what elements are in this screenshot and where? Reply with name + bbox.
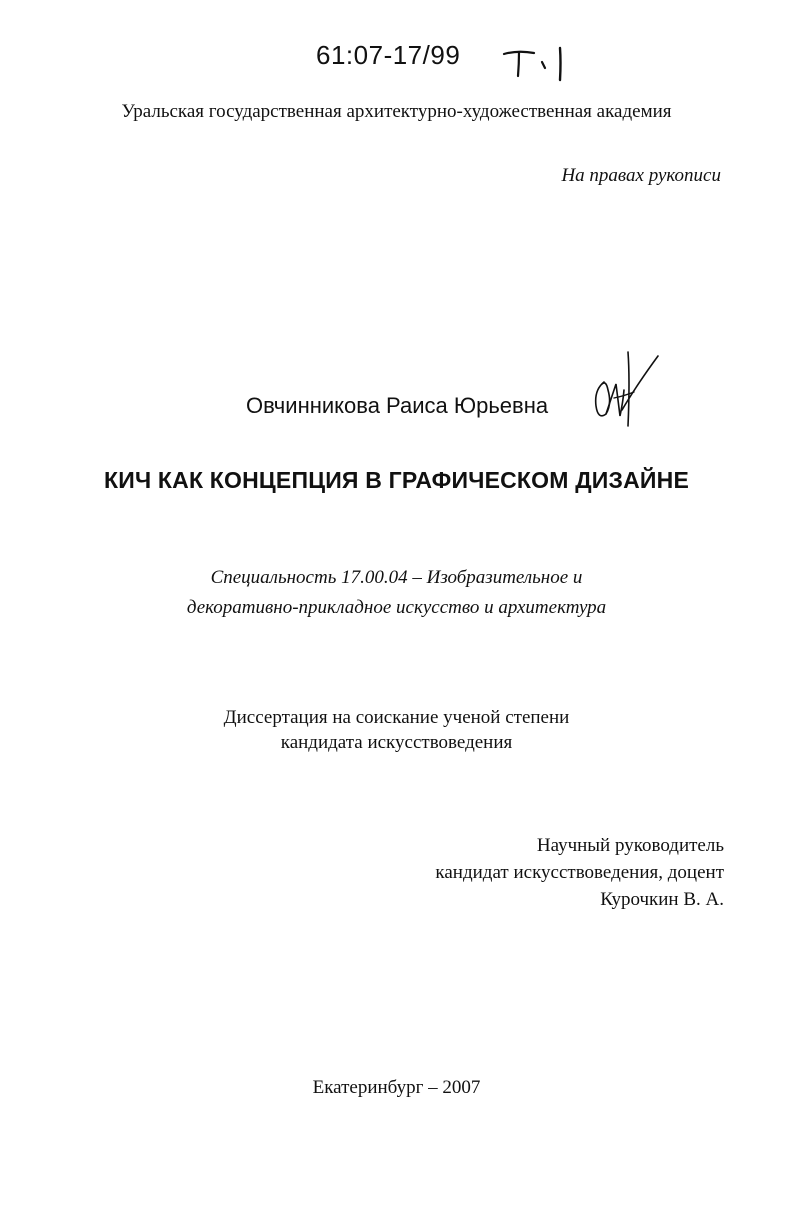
city-year: Екатеринбург – 2007 bbox=[312, 1077, 481, 1098]
specialty-line: декоративно-прикладное искусство и архитектура bbox=[186, 597, 607, 618]
handwritten-volume-mark bbox=[500, 42, 570, 84]
rights-notice: На правах рукописи bbox=[561, 165, 721, 186]
supervisor-name: Курочкин В. А. bbox=[600, 889, 724, 910]
specialty-line: Специальность 17.00.04 – Изобразительное и bbox=[210, 567, 583, 588]
supervisor-role: Научный руководитель bbox=[536, 835, 724, 856]
author-signature bbox=[590, 350, 660, 430]
supervisor-credentials: кандидат искусствоведения, доцент bbox=[435, 862, 724, 883]
specialty bbox=[0, 563, 793, 623]
degree-line: кандидата искусствоведения bbox=[280, 732, 513, 753]
degree-line: Диссертация на соискание ученой степени bbox=[223, 707, 570, 728]
supervisor-block bbox=[435, 832, 724, 913]
degree-statement bbox=[0, 705, 793, 755]
institution-name: Уральская государственная архитектурно-художественная академия bbox=[121, 101, 672, 122]
shelfmark: 61:07-17/99 bbox=[316, 40, 461, 70]
author-name: Овчинникова Раиса Юрьевна bbox=[246, 393, 549, 418]
dissertation-title: КИЧ КАК КОНЦЕПЦИЯ В ГРАФИЧЕСКОМ ДИЗАЙНЕ bbox=[103, 467, 690, 493]
